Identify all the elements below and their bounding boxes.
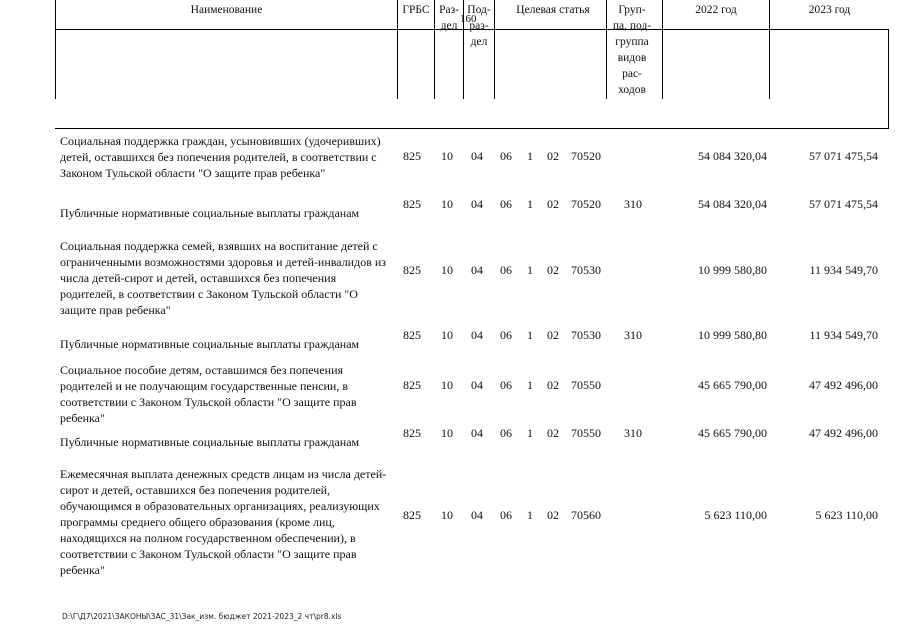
row-y2023: 57 071 475,54 [809, 149, 878, 163]
row-grbs: 825 [403, 263, 421, 277]
row-y2022: 54 084 320,04 [698, 149, 767, 163]
header-right-rule [888, 29, 889, 129]
row-t4: 70520 [571, 197, 601, 211]
row-group: 310 [624, 426, 642, 440]
row-t1: 06 [500, 149, 512, 163]
row-razdel: 10 [441, 149, 453, 163]
row-name: Социальное пособие детям, оставшимся без попечения родителей и не получающим государственные пенсии, в соответствии с Законом Тульской области "О защите прав ребенка" [60, 363, 357, 425]
row-podrazdel: 04 [471, 149, 483, 163]
row-group: 310 [624, 197, 642, 211]
row-t3: 02 [547, 378, 559, 392]
row-t2: 1 [527, 378, 533, 392]
row-y2022: 10 999 580,80 [698, 328, 767, 342]
row-group: 310 [624, 328, 642, 342]
row-t4: 70530 [571, 263, 601, 277]
row-name: Ежемесячная выплата денежных средств лицам из числа детей-сирот и детей, оставшихся без попечения родителей, обучающимся в образовательных организациях, реализующих программы среднего общего образования (кроме лиц, находящихся на полном государственном обеспечении), в соответствии с Законом Тульской области "О защите прав ребенка" [60, 467, 387, 577]
row-y2022: 54 084 320,04 [698, 197, 767, 211]
row-t2: 1 [527, 508, 533, 522]
row-razdel: 10 [441, 328, 453, 342]
file-path-footer: D:\Г\Д7\2021\ЗАКОНЫ\ЗАС_31\Зак_изм. бюджет 2021-2023_2 чт\pr8.xls [62, 612, 342, 621]
row-podrazdel: 04 [471, 426, 483, 440]
row-razdel: 10 [441, 378, 453, 392]
row-name: Публичные нормативные социальные выплаты гражданам [60, 206, 360, 220]
row-t1: 06 [500, 426, 512, 440]
row-t1: 06 [500, 263, 512, 277]
header-grbs: ГРБС [397, 0, 434, 99]
row-y2023: 5 623 110,00 [815, 508, 878, 522]
row-t2: 1 [527, 426, 533, 440]
row-grbs: 825 [403, 149, 421, 163]
row-t3: 02 [547, 197, 559, 211]
row-t4: 70550 [571, 378, 601, 392]
row-y2022: 45 665 790,00 [698, 426, 767, 440]
row-t2: 1 [527, 149, 533, 163]
row-t2: 1 [527, 328, 533, 342]
row-t1: 06 [500, 328, 512, 342]
header-2023: 2023 год [769, 0, 889, 99]
row-grbs: 825 [403, 508, 421, 522]
header-group: Груп- па, под- группа видов рас- ходов [606, 0, 657, 99]
row-name: Социальная поддержка семей, взявших на воспитание детей с ограниченными возможностями здоровья и детей-инвалидов из числа детей-сирот и детей, оставшихся без попечения родителей, в соответствии с Законом Тульской области "О защите прав ребенка" [60, 239, 387, 317]
row-razdel: 10 [441, 426, 453, 440]
row-y2023: 11 934 549,70 [809, 328, 878, 342]
row-podrazdel: 04 [471, 508, 483, 522]
row-name: Публичные нормативные социальные выплаты гражданам [60, 435, 360, 449]
row-t4: 70560 [571, 508, 601, 522]
header-bottom-rule [55, 128, 889, 129]
row-t3: 02 [547, 149, 559, 163]
row-t1: 06 [500, 197, 512, 211]
row-podrazdel: 04 [471, 197, 483, 211]
row-razdel: 10 [441, 197, 453, 211]
row-t1: 06 [500, 508, 512, 522]
row-grbs: 825 [403, 197, 421, 211]
row-y2023: 11 934 549,70 [809, 263, 878, 277]
row-t4: 70550 [571, 426, 601, 440]
row-grbs: 825 [403, 378, 421, 392]
header-name: Наименование [55, 0, 397, 99]
row-y2023: 57 071 475,54 [809, 197, 878, 211]
row-t4: 70520 [571, 149, 601, 163]
row-t2: 1 [527, 197, 533, 211]
row-t2: 1 [527, 263, 533, 277]
row-grbs: 825 [403, 426, 421, 440]
row-name: Публичные нормативные социальные выплаты гражданам [60, 337, 360, 351]
header-target: Целевая статья [516, 4, 590, 16]
header-2022: 2022 год [662, 0, 769, 99]
row-podrazdel: 04 [471, 263, 483, 277]
row-y2022: 10 999 580,80 [698, 263, 767, 277]
page-number: 160 [460, 13, 477, 25]
header-podrazdel: Под- раз- дел [463, 0, 495, 99]
row-y2023: 47 492 496,00 [809, 378, 878, 392]
row-t3: 02 [547, 328, 559, 342]
row-y2022: 45 665 790,00 [698, 378, 767, 392]
row-t3: 02 [547, 263, 559, 277]
row-razdel: 10 [441, 263, 453, 277]
header-razdel: Раз- дел [434, 0, 463, 99]
row-t3: 02 [547, 508, 559, 522]
row-y2022: 5 623 110,00 [704, 508, 767, 522]
row-t4: 70530 [571, 328, 601, 342]
row-podrazdel: 04 [471, 378, 483, 392]
row-t3: 02 [547, 426, 559, 440]
row-grbs: 825 [403, 328, 421, 342]
row-podrazdel: 04 [471, 328, 483, 342]
row-t1: 06 [500, 378, 512, 392]
row-name: Социальная поддержка граждан, усыновивших (удочеривших) детей, оставшихся без попечения родителей, в соответствии с Законом Тульской области "О защите прав ребенка" [60, 134, 381, 180]
row-razdel: 10 [441, 508, 453, 522]
row-y2023: 47 492 496,00 [809, 426, 878, 440]
